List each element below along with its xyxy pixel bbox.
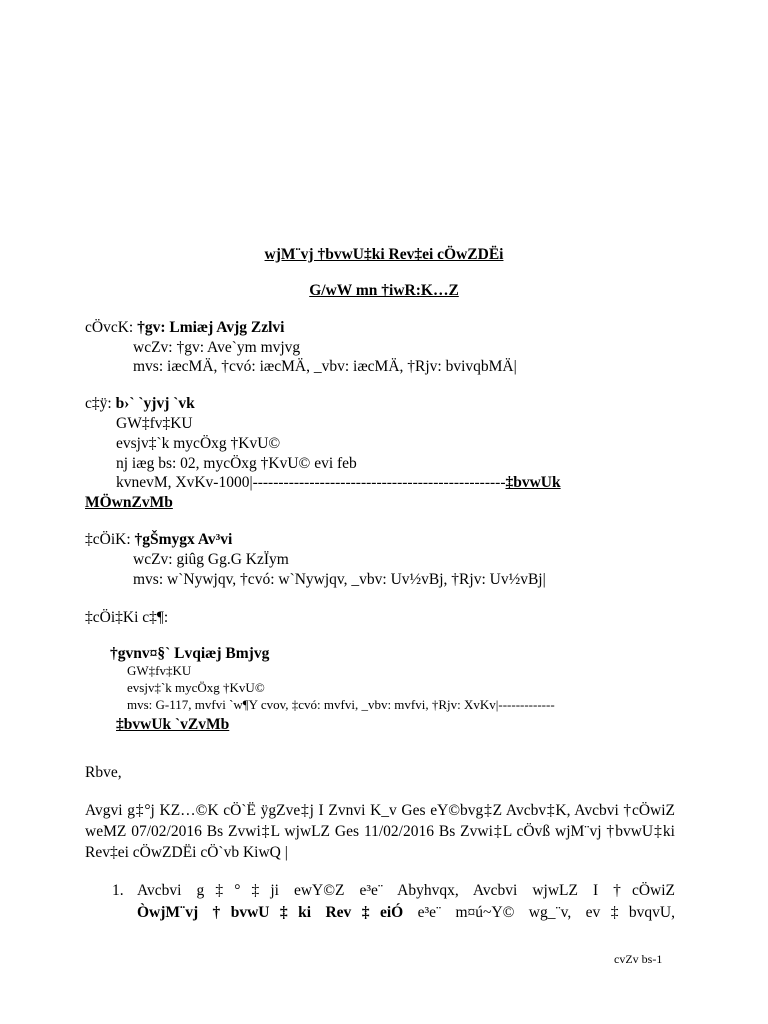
recipient-label: c‡ÿ: bbox=[85, 395, 116, 412]
sender2-name: †gŠmygx Av³vi bbox=[134, 531, 233, 548]
sender2-father: wcZv: giûg Gg.G KzÏym bbox=[133, 551, 289, 568]
body-paragraph: Avgvi g‡°j KZ…©K cÖ`Ë ÿgZve‡j I Zvnvi K_v Ges eY©bvg‡Z Avcbv‡K, Avcbvi †cÖwiZ weMZ 07/02/2016 Bs Zvwi‡L wjwLZ Ges 11/02/2016 Bs Zvwi‡L cÖvß wjM¨vj †bvwU‡ki Rev‡ei cÖwZDËi cÖ`vb KiwQ | bbox=[85, 802, 675, 861]
recipient-name-line bbox=[85, 394, 195, 414]
recipient-line4-prefix: kvnevM, XvKv-1000|------------------------------------------------- bbox=[116, 474, 506, 491]
recipient-line3: nj iæg bs: 02, mycÖxg †KvU© evi feb bbox=[116, 455, 357, 472]
document-title: wjM¨vj †bvwU‡ki Rev‡ei cÖwZDËi bbox=[264, 246, 504, 263]
item1-bold-phrase: ÒwjM¨vj †bvwU‡ki Rev‡eiÓ bbox=[137, 904, 404, 921]
recipient-line1: GW‡fv‡KU bbox=[116, 415, 193, 432]
sender-father: wcZv: †gv: Ave`ym mvjvg bbox=[133, 339, 301, 356]
sender-side-name: †gvnv¤§` Lvqiæj Bmjvg bbox=[110, 645, 270, 662]
sender-address: mvs: iæcMÄ, †cvó: iæcMÄ, _vbv: iæcMÄ, †Rjv: bvivqbMÄ| bbox=[133, 358, 517, 375]
sender-label: cÖvcK: bbox=[85, 319, 138, 336]
recipient-line2: evsjv‡`k mycÖxg †KvU© bbox=[116, 435, 281, 452]
sender-side-line1: GW‡fv‡KU bbox=[127, 663, 192, 678]
sender2-label: ‡cÖiK: bbox=[85, 531, 135, 548]
salutation: Rbve, bbox=[85, 764, 122, 781]
sender2-name-line bbox=[85, 530, 232, 550]
page-number: cvZv bs-1 bbox=[614, 952, 663, 966]
sender-side-notice-label: ‡bvwUk `vZvMb bbox=[116, 716, 230, 733]
recipient-line5: MÖwnZvMb bbox=[85, 494, 173, 511]
sender-name-line bbox=[85, 318, 284, 338]
recipient-notice-label: ‡bvwUk bbox=[505, 474, 561, 491]
sender-name: †gv: Lmiæj Avjg Zzlvi bbox=[137, 319, 285, 336]
item1-line1: Avcbvi g‡°‡ji ewY©Z e³e¨ Abyhvqx, Avcbvi wjwLZ I †cÖwiZ bbox=[137, 882, 675, 899]
sender-side-label: ‡cÖi‡Ki c‡¶: bbox=[85, 609, 169, 626]
sender-side-line2: evsjv‡`k mycÖxg †KvU© bbox=[127, 680, 265, 695]
item1-line2-rest: e³e¨ m¤ú~Y© wg_¨v, ev‡bvqvU, bbox=[417, 904, 675, 921]
item1-number: 1. bbox=[112, 882, 124, 899]
sender-side-line3: mvs: G-117, mvfvi `w¶Y cvov, ‡cvó: mvfvi, _vbv: mvfvi, †Rjv: XvKv|------------- bbox=[127, 697, 555, 712]
recipient-line4 bbox=[116, 473, 561, 493]
item1-line2 bbox=[137, 903, 675, 923]
recipient-name: b›` `yjvj `vk bbox=[115, 395, 195, 412]
sender2-address: mvs: w`Nywjqv, †cvó: w`Nywjqv, _vbv: Uv½vBj, †Rjv: Uv½vBj| bbox=[133, 571, 546, 588]
document-subtitle: G/wW mn †iwR:K…Z bbox=[309, 282, 459, 299]
